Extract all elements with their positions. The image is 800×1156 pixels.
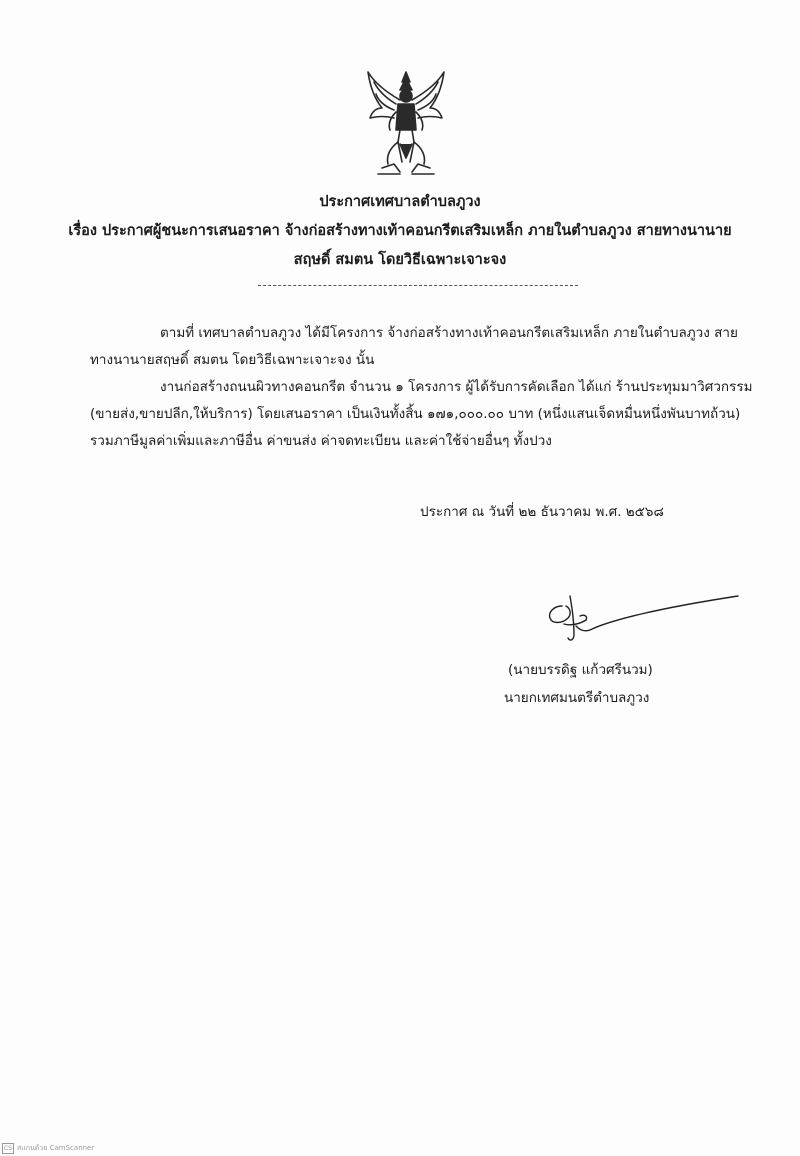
announcement-date: ประกาศ ณ วันที่ ๒๒ ธันวาคม พ.ศ. ๒๕๖๘ bbox=[420, 504, 664, 520]
paragraph-1-line-2: ทางนานายสฤษดิ์ สมตน โดยวิธีเฉพาะเจาะจง นั้น bbox=[90, 352, 375, 368]
announcement-subject-continued: สฤษดิ์ สมตน โดยวิธีเฉพาะเจาะจง bbox=[293, 252, 507, 268]
paragraph-1-line-1: ตามที่ เทศบาลตำบลภูวง ได้มีโครงการ จ้างก่อสร้างทางเท้าคอนกรีตเสริมเหล็ก ภายในตำบลภูวง สาย bbox=[160, 325, 738, 341]
scanner-watermark-text: สแกนด้วย CamScanner bbox=[17, 1144, 95, 1152]
scanner-watermark bbox=[2, 1143, 94, 1154]
announcement-subject: เรื่อง ประกาศผู้ชนะการเสนอราคา จ้างก่อสร้างทางเท้าคอนกรีตเสริมเหล็ก ภายในตำบลภูวง สายทางนานาย bbox=[68, 223, 732, 239]
garuda-emblem-icon bbox=[364, 68, 448, 178]
camscanner-logo-icon: CS bbox=[4, 1145, 12, 1152]
handwritten-signature bbox=[540, 590, 750, 650]
dashed-divider bbox=[258, 285, 578, 286]
announcement-title: ประกาศเทศบาลตำบลภูวง bbox=[319, 194, 481, 210]
paragraph-2-line-3: รวมภาษีมูลค่าเพิ่มและภาษีอื่น ค่าขนส่ง ค่าจดทะเบียน และค่าใช้จ่ายอื่นๆ ทั้งปวง bbox=[90, 433, 552, 449]
signer-title: นายกเทศมนตรีตำบลภูวง bbox=[504, 690, 650, 706]
paragraph-2-line-1: งานก่อสร้างถนนผิวทางคอนกรีต จำนวน ๑ โครงการ ผู้ได้รับการคัดเลือก ได้แก่ ร้านประทุมมาวิศวกรรม bbox=[160, 379, 753, 395]
signer-name: (นายบรรดิฐ แก้วศรีนวม) bbox=[508, 662, 653, 678]
paragraph-2-line-2: (ขายส่ง,ขายปลีก,ให้บริการ) โดยเสนอราคา เป็นเงินทั้งสิ้น ๑๗๑,๐๐๐.๐๐ บาท (หนึ่งแสนเจ็ดหมื่นหนึ่งพันบาทถ้วน) bbox=[90, 406, 741, 422]
